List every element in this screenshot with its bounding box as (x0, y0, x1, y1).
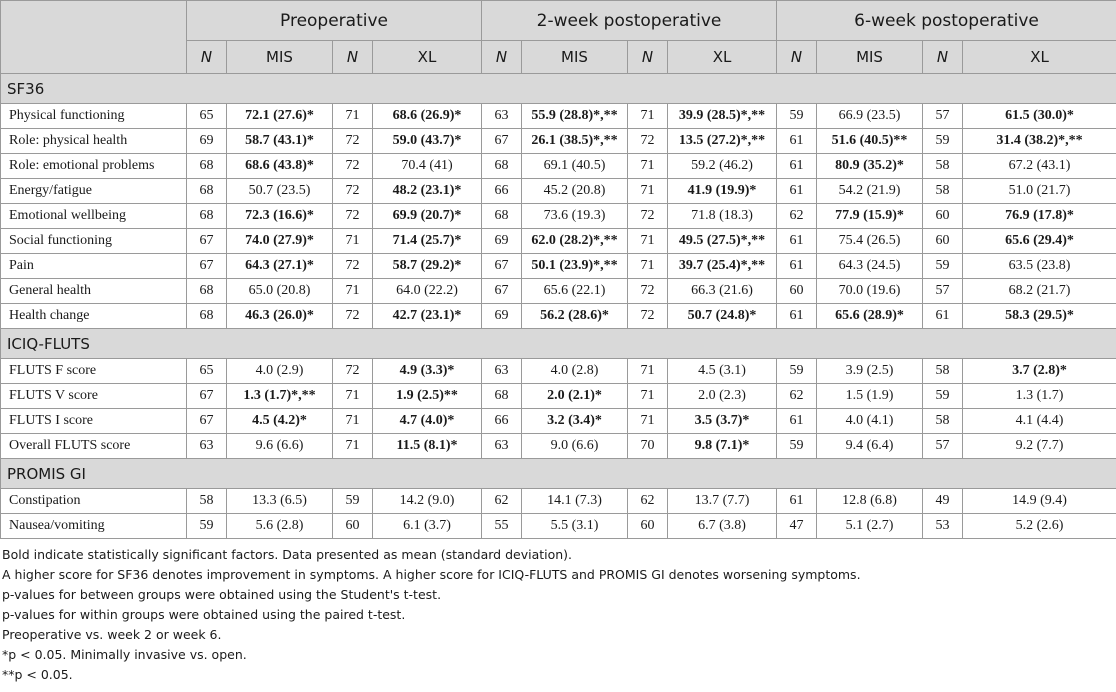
section-header (1, 459, 1116, 489)
n-cell: 67 (482, 129, 522, 154)
header-mis: MIS (522, 41, 628, 74)
header-group-row (1, 1, 1116, 41)
n-cell: 65 (187, 104, 227, 129)
value-cell: 12.8 (6.8) (817, 489, 923, 514)
value-cell: 1.3 (1.7) (963, 384, 1116, 409)
value-cell: 14.2 (9.0) (373, 489, 482, 514)
row-label: FLUTS F score (1, 359, 187, 384)
n-cell: 69 (482, 229, 522, 254)
header-n: N (923, 41, 963, 74)
n-cell: 63 (482, 434, 522, 459)
value-cell: 4.7 (4.0)* (373, 409, 482, 434)
n-cell: 61 (777, 129, 817, 154)
n-cell: 67 (482, 254, 522, 279)
value-cell: 9.4 (6.4) (817, 434, 923, 459)
n-cell: 71 (628, 154, 668, 179)
header-xl: XL (373, 41, 482, 74)
value-cell: 41.9 (19.9)* (668, 179, 777, 204)
n-cell: 68 (482, 384, 522, 409)
row-label: Constipation (1, 489, 187, 514)
n-cell: 49 (923, 489, 963, 514)
table-body (1, 74, 1116, 539)
value-cell: 66.9 (23.5) (817, 104, 923, 129)
row-label: Social functioning (1, 229, 187, 254)
table-row (1, 434, 1116, 459)
n-cell: 47 (777, 514, 817, 539)
value-cell: 39.9 (28.5)*,** (668, 104, 777, 129)
header-n: N (628, 41, 668, 74)
n-cell: 69 (482, 304, 522, 329)
n-cell: 65 (187, 359, 227, 384)
n-cell: 60 (333, 514, 373, 539)
n-cell: 68 (187, 279, 227, 304)
n-cell: 72 (333, 359, 373, 384)
value-cell: 70.4 (41) (373, 154, 482, 179)
n-cell: 60 (628, 514, 668, 539)
n-cell: 71 (628, 229, 668, 254)
n-cell: 72 (628, 279, 668, 304)
value-cell: 14.1 (7.3) (522, 489, 628, 514)
value-cell: 65.0 (20.8) (227, 279, 333, 304)
value-cell: 50.7 (24.8)* (668, 304, 777, 329)
row-label: Role: emotional problems (1, 154, 187, 179)
value-cell: 9.6 (6.6) (227, 434, 333, 459)
row-label: Role: physical health (1, 129, 187, 154)
table-footnotes (2, 545, 861, 685)
n-cell: 66 (482, 409, 522, 434)
table-row (1, 104, 1116, 129)
n-cell: 60 (777, 279, 817, 304)
n-cell: 72 (333, 254, 373, 279)
n-cell: 72 (333, 154, 373, 179)
value-cell: 13.5 (27.2)*,** (668, 129, 777, 154)
header-n: N (777, 41, 817, 74)
n-cell: 53 (923, 514, 963, 539)
n-cell: 58 (923, 154, 963, 179)
n-cell: 61 (777, 154, 817, 179)
n-cell: 72 (333, 129, 373, 154)
n-cell: 61 (777, 229, 817, 254)
value-cell: 1.3 (1.7)*,** (227, 384, 333, 409)
value-cell: 54.2 (21.9) (817, 179, 923, 204)
value-cell: 76.9 (17.8)* (963, 204, 1116, 229)
n-cell: 62 (482, 489, 522, 514)
value-cell: 6.1 (3.7) (373, 514, 482, 539)
value-cell: 4.5 (4.2)* (227, 409, 333, 434)
value-cell: 73.6 (19.3) (522, 204, 628, 229)
n-cell: 62 (628, 489, 668, 514)
n-cell: 67 (482, 279, 522, 304)
value-cell: 62.0 (28.2)*,** (522, 229, 628, 254)
n-cell: 59 (777, 104, 817, 129)
n-cell: 59 (333, 489, 373, 514)
value-cell: 59.2 (46.2) (668, 154, 777, 179)
value-cell: 64.3 (24.5) (817, 254, 923, 279)
value-cell: 1.5 (1.9) (817, 384, 923, 409)
value-cell: 68.2 (21.7) (963, 279, 1116, 304)
value-cell: 72.1 (27.6)* (227, 104, 333, 129)
table-row (1, 254, 1116, 279)
value-cell: 58.7 (43.1)* (227, 129, 333, 154)
value-cell: 5.1 (2.7) (817, 514, 923, 539)
n-cell: 59 (923, 129, 963, 154)
value-cell: 66.3 (21.6) (668, 279, 777, 304)
value-cell: 55.9 (28.8)*,** (522, 104, 628, 129)
n-cell: 71 (333, 279, 373, 304)
n-cell: 68 (482, 154, 522, 179)
value-cell: 4.0 (4.1) (817, 409, 923, 434)
table-row (1, 179, 1116, 204)
n-cell: 57 (923, 434, 963, 459)
value-cell: 4.1 (4.4) (963, 409, 1116, 434)
n-cell: 72 (628, 304, 668, 329)
value-cell: 69.1 (40.5) (522, 154, 628, 179)
value-cell: 5.5 (3.1) (522, 514, 628, 539)
table-row (1, 204, 1116, 229)
n-cell: 57 (923, 104, 963, 129)
value-cell: 71.8 (18.3) (668, 204, 777, 229)
value-cell: 68.6 (43.8)* (227, 154, 333, 179)
row-label: FLUTS V score (1, 384, 187, 409)
value-cell: 9.0 (6.6) (522, 434, 628, 459)
value-cell: 9.8 (7.1)* (668, 434, 777, 459)
value-cell: 58.7 (29.2)* (373, 254, 482, 279)
n-cell: 61 (777, 179, 817, 204)
value-cell: 51.6 (40.5)** (817, 129, 923, 154)
value-cell: 80.9 (35.2)* (817, 154, 923, 179)
row-label: Health change (1, 304, 187, 329)
n-cell: 55 (482, 514, 522, 539)
table-row (1, 384, 1116, 409)
header-xl: XL (963, 41, 1116, 74)
n-cell: 61 (923, 304, 963, 329)
n-cell: 61 (777, 489, 817, 514)
n-cell: 63 (482, 104, 522, 129)
value-cell: 14.9 (9.4) (963, 489, 1116, 514)
value-cell: 11.5 (8.1)* (373, 434, 482, 459)
n-cell: 63 (482, 359, 522, 384)
value-cell: 64.3 (27.1)* (227, 254, 333, 279)
n-cell: 58 (923, 179, 963, 204)
n-cell: 68 (187, 304, 227, 329)
n-cell: 71 (628, 384, 668, 409)
table-row (1, 489, 1116, 514)
value-cell: 6.7 (3.8) (668, 514, 777, 539)
value-cell: 71.4 (25.7)* (373, 229, 482, 254)
n-cell: 58 (187, 489, 227, 514)
n-cell: 67 (187, 229, 227, 254)
n-cell: 67 (187, 384, 227, 409)
row-label: Overall FLUTS score (1, 434, 187, 459)
value-cell: 45.2 (20.8) (522, 179, 628, 204)
n-cell: 61 (777, 254, 817, 279)
n-cell: 63 (187, 434, 227, 459)
section-title: PROMIS GI (1, 459, 1116, 489)
value-cell: 39.7 (25.4)*,** (668, 254, 777, 279)
header-group-6-week: 6-week postoperative (777, 1, 1116, 41)
value-cell: 59.0 (43.7)* (373, 129, 482, 154)
n-cell: 60 (923, 204, 963, 229)
value-cell: 4.9 (3.3)* (373, 359, 482, 384)
row-label: Energy/fatigue (1, 179, 187, 204)
n-cell: 62 (777, 384, 817, 409)
n-cell: 71 (333, 409, 373, 434)
section-header (1, 329, 1116, 359)
header-mis: MIS (817, 41, 923, 74)
value-cell: 75.4 (26.5) (817, 229, 923, 254)
n-cell: 71 (628, 254, 668, 279)
header-group-2-week: 2-week postoperative (482, 1, 777, 41)
value-cell: 70.0 (19.6) (817, 279, 923, 304)
footnote-line: **p < 0.05. (2, 667, 73, 682)
value-cell: 77.9 (15.9)* (817, 204, 923, 229)
n-cell: 59 (187, 514, 227, 539)
value-cell: 2.0 (2.3) (668, 384, 777, 409)
value-cell: 4.5 (3.1) (668, 359, 777, 384)
row-label: Pain (1, 254, 187, 279)
value-cell: 65.6 (29.4)* (963, 229, 1116, 254)
value-cell: 2.0 (2.1)* (522, 384, 628, 409)
footnote-line: A higher score for SF36 denotes improvement in symptoms. A higher score for ICIQ-FLUTS and PROMIS GI denotes worsening symptoms. (2, 567, 861, 582)
n-cell: 71 (333, 434, 373, 459)
footnote-line: Bold indicate statistically significant factors. Data presented as mean (standard deviation). (2, 547, 573, 562)
n-cell: 71 (628, 409, 668, 434)
value-cell: 67.2 (43.1) (963, 154, 1116, 179)
row-label: Emotional wellbeing (1, 204, 187, 229)
n-cell: 57 (923, 279, 963, 304)
footnote-line: Preoperative vs. week 2 or week 6. (2, 627, 222, 642)
n-cell: 60 (923, 229, 963, 254)
n-cell: 61 (777, 409, 817, 434)
n-cell: 71 (333, 229, 373, 254)
value-cell: 48.2 (23.1)* (373, 179, 482, 204)
value-cell: 74.0 (27.9)* (227, 229, 333, 254)
n-cell: 70 (628, 434, 668, 459)
footnote-line: *p < 0.05. Minimally invasive vs. open. (2, 647, 247, 662)
table-row (1, 154, 1116, 179)
n-cell: 59 (777, 359, 817, 384)
n-cell: 62 (777, 204, 817, 229)
section-title: SF36 (1, 74, 1116, 104)
n-cell: 58 (923, 409, 963, 434)
n-cell: 61 (777, 304, 817, 329)
value-cell: 50.1 (23.9)*,** (522, 254, 628, 279)
value-cell: 50.7 (23.5) (227, 179, 333, 204)
header-mis: MIS (227, 41, 333, 74)
value-cell: 3.5 (3.7)* (668, 409, 777, 434)
table-row (1, 279, 1116, 304)
n-cell: 72 (333, 179, 373, 204)
n-cell: 72 (333, 304, 373, 329)
header-corner (1, 1, 187, 74)
value-cell: 61.5 (30.0)* (963, 104, 1116, 129)
row-label: Nausea/vomiting (1, 514, 187, 539)
value-cell: 3.2 (3.4)* (522, 409, 628, 434)
value-cell: 51.0 (21.7) (963, 179, 1116, 204)
value-cell: 4.0 (2.8) (522, 359, 628, 384)
header-xl: XL (668, 41, 777, 74)
n-cell: 71 (333, 104, 373, 129)
n-cell: 71 (333, 384, 373, 409)
n-cell: 71 (628, 179, 668, 204)
n-cell: 68 (187, 154, 227, 179)
n-cell: 69 (187, 129, 227, 154)
value-cell: 64.0 (22.2) (373, 279, 482, 304)
n-cell: 68 (482, 204, 522, 229)
value-cell: 5.2 (2.6) (963, 514, 1116, 539)
value-cell: 46.3 (26.0)* (227, 304, 333, 329)
n-cell: 72 (628, 204, 668, 229)
value-cell: 5.6 (2.8) (227, 514, 333, 539)
section-title: ICIQ-FLUTS (1, 329, 1116, 359)
table-row (1, 229, 1116, 254)
value-cell: 63.5 (23.8) (963, 254, 1116, 279)
header-n: N (187, 41, 227, 74)
footnote-line: p-values for within groups were obtained using the paired t-test. (2, 607, 406, 622)
value-cell: 58.3 (29.5)* (963, 304, 1116, 329)
n-cell: 59 (923, 384, 963, 409)
value-cell: 1.9 (2.5)** (373, 384, 482, 409)
value-cell: 13.7 (7.7) (668, 489, 777, 514)
value-cell: 4.0 (2.9) (227, 359, 333, 384)
table-row (1, 409, 1116, 434)
value-cell: 13.3 (6.5) (227, 489, 333, 514)
n-cell: 58 (923, 359, 963, 384)
n-cell: 72 (333, 204, 373, 229)
n-cell: 66 (482, 179, 522, 204)
footnote-line: p-values for between groups were obtained using the Student's t-test. (2, 587, 442, 602)
n-cell: 59 (923, 254, 963, 279)
value-cell: 9.2 (7.7) (963, 434, 1116, 459)
value-cell: 72.3 (16.6)* (227, 204, 333, 229)
section-header (1, 74, 1116, 104)
header-group-preoperative: Preoperative (187, 1, 482, 41)
value-cell: 69.9 (20.7)* (373, 204, 482, 229)
table-row (1, 359, 1116, 384)
header-n: N (482, 41, 522, 74)
n-cell: 72 (628, 129, 668, 154)
n-cell: 67 (187, 254, 227, 279)
n-cell: 71 (628, 359, 668, 384)
value-cell: 3.7 (2.8)* (963, 359, 1116, 384)
row-label: Physical functioning (1, 104, 187, 129)
row-label: General health (1, 279, 187, 304)
value-cell: 31.4 (38.2)*,** (963, 129, 1116, 154)
header-n: N (333, 41, 373, 74)
row-label: FLUTS I score (1, 409, 187, 434)
value-cell: 65.6 (22.1) (522, 279, 628, 304)
table-row (1, 129, 1116, 154)
value-cell: 26.1 (38.5)*,** (522, 129, 628, 154)
n-cell: 59 (777, 434, 817, 459)
value-cell: 65.6 (28.9)* (817, 304, 923, 329)
n-cell: 71 (628, 104, 668, 129)
value-cell: 68.6 (26.9)* (373, 104, 482, 129)
value-cell: 56.2 (28.6)* (522, 304, 628, 329)
table-row (1, 514, 1116, 539)
value-cell: 3.9 (2.5) (817, 359, 923, 384)
value-cell: 49.5 (27.5)*,** (668, 229, 777, 254)
n-cell: 68 (187, 179, 227, 204)
n-cell: 67 (187, 409, 227, 434)
n-cell: 68 (187, 204, 227, 229)
value-cell: 42.7 (23.1)* (373, 304, 482, 329)
table-row (1, 304, 1116, 329)
